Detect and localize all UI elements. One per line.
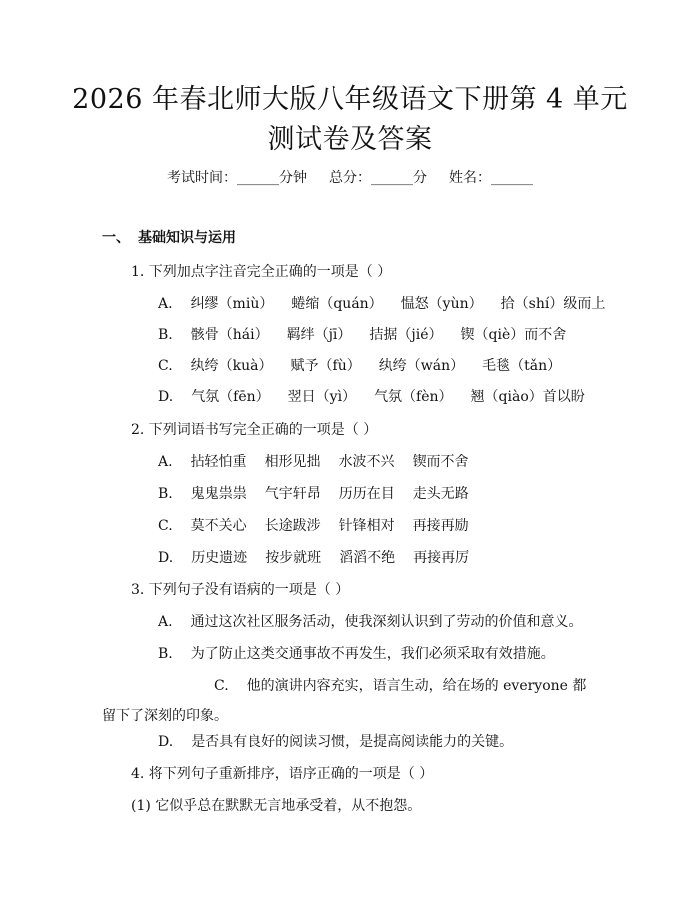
exam-info	[0, 168, 700, 188]
exam-total-score: 总分：______分	[329, 170, 427, 186]
question-3-option-c: C. 他的演讲内容充实，语言生动，给在场的 everyone 都留下了深刻的印象。	[102, 678, 587, 724]
student-name: 姓名：______	[449, 170, 533, 186]
question-2-option-a: A. 拈轻怕重 相形见拙 水波不兴 锲而不舍	[158, 454, 469, 470]
question-4-stem: 4. 将下列句子重新排序，语序正确的一项是（ ）	[131, 766, 434, 782]
question-1-option-b: B. 骸骨（hái） 羁绊（jī） 拮据（jié） 锲（qiè）而不舍	[158, 327, 567, 343]
question-1-stem: 1. 下列加点字注音完全正确的一项是（ ）	[131, 264, 392, 280]
question-2-option-b: B. 鬼鬼祟祟 气宇轩昂 历历在目 走头无路	[158, 486, 469, 502]
document-title-line1: 2026 年春北师大版八年级语文下册第 4 单元	[72, 84, 628, 115]
section-heading	[102, 228, 236, 248]
question-3-option-b: B. 为了防止这类交通事故不再发生，我们必须采取有效措施。	[158, 646, 555, 662]
question-2-option-d: D. 历史遗迹 按步就班 滔滔不绝 再接再厉	[158, 550, 470, 566]
section-number: 一、	[102, 230, 130, 246]
question-3-option-d: D. 是否具有良好的阅读习惯，是提高阅读能力的关键。	[158, 734, 514, 750]
question-2-option-c: C. 莫不关心 长途跋涉 针锋相对 再接再励	[158, 518, 469, 534]
question-3-option-a: A. 通过这次社区服务活动，使我深刻认识到了劳动的价值和意义。	[158, 614, 583, 630]
question-4-sentence-1: (1) 它似乎总在默默无言地承受着，从不抱怨。	[131, 798, 422, 814]
section-title: 基础知识与运用	[138, 230, 236, 246]
question-1-option-a: A. 纠缪（miù） 蜷缩（quán） 愠怒（yùn） 拾（shí）级而上	[158, 296, 606, 312]
question-1-option-d: D. 气氛（fēn） 翌日（yì） 气氛（fèn） 翘（qiào）首以盼	[158, 389, 585, 405]
question-3-stem: 3. 下列句子没有语病的一项是（ ）	[131, 582, 350, 598]
question-2-stem: 2. 下列词语书写完全正确的一项是（ ）	[131, 422, 378, 438]
exam-time: 考试时间：______分钟	[167, 170, 307, 186]
question-1-option-c: C. 纨绔（kuà） 赋予（fù） 纨绔（wán） 毛毯（tǎn）	[158, 358, 562, 374]
document-title-line2: 测试卷及答案	[267, 124, 433, 155]
